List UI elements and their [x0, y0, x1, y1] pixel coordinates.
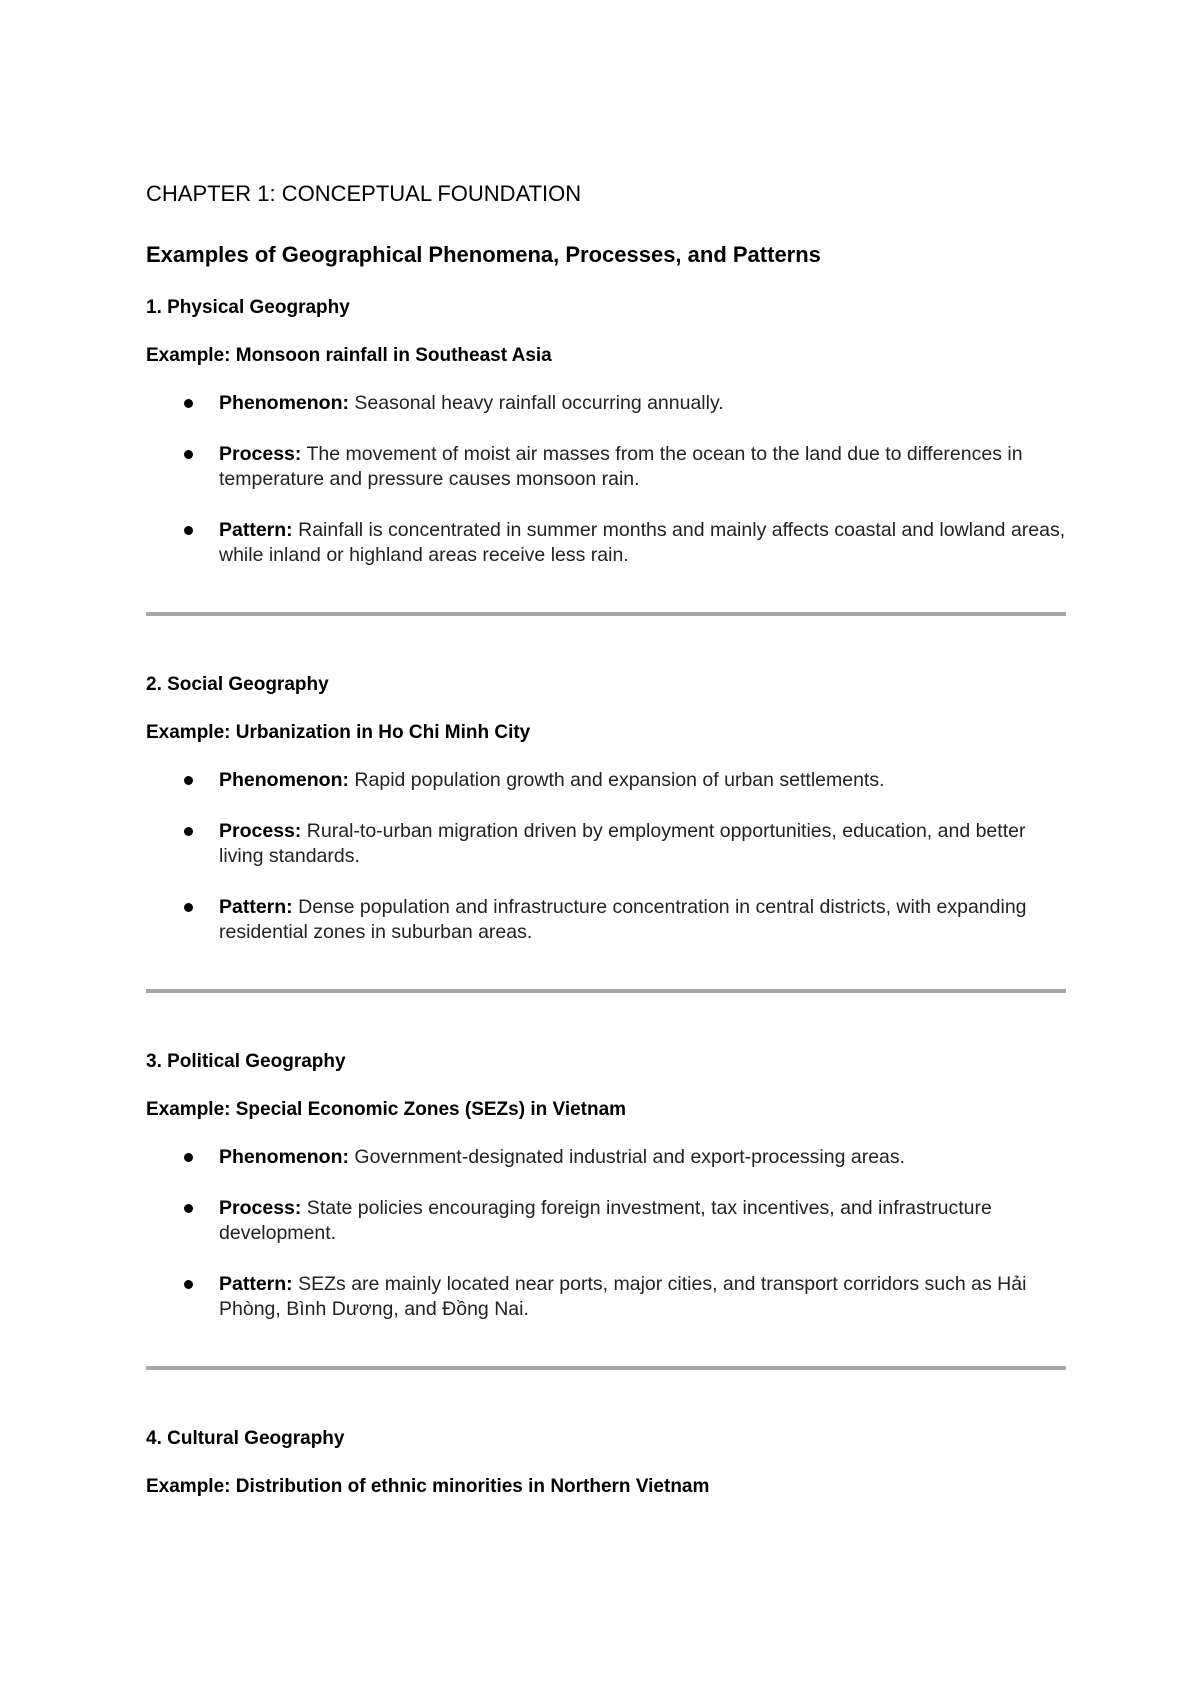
bullet-icon [184, 450, 193, 459]
bullet-text: SEZs are mainly located near ports, major cities, and transport corridors such as Hải Phòng, Bình Dương, and Đồng Nai. [219, 1273, 1027, 1320]
section-cultural-geography [146, 1426, 1066, 1500]
list-item [146, 518, 1066, 568]
bullet-label: Process: [219, 820, 302, 842]
bullet-text: Government-designated industrial and export-processing areas. [349, 1146, 906, 1168]
bullet-label: Phenomenon: [219, 1146, 349, 1168]
bullet-label: Pattern: [219, 519, 293, 541]
bullet-icon [184, 1153, 193, 1162]
list-item [146, 1145, 1066, 1170]
document-page [146, 180, 1066, 1500]
list-item [146, 819, 1066, 869]
section-social-geography [146, 672, 1066, 945]
bullet-label: Process: [219, 1197, 302, 1219]
example-heading: Example: Monsoon rainfall in Southeast Asia [146, 345, 552, 366]
list-item [146, 1196, 1066, 1246]
bullet-icon [184, 827, 193, 836]
bullet-icon [184, 526, 193, 535]
bullet-icon [184, 1280, 193, 1289]
chapter-title: CHAPTER 1: CONCEPTUAL FOUNDATION [146, 181, 582, 206]
document-subtitle: Examples of Geographical Phenomena, Processes, and Patterns [146, 242, 821, 267]
bullet-label: Phenomenon: [219, 392, 349, 414]
bullet-icon [184, 776, 193, 785]
bullet-text: Rapid population growth and expansion of urban settlements. [349, 769, 885, 791]
section-heading: 1. Physical Geography [146, 297, 350, 318]
bullet-list [146, 391, 1066, 568]
bullet-icon [184, 399, 193, 408]
section-heading: 2. Social Geography [146, 674, 329, 695]
example-heading: Example: Urbanization in Ho Chi Minh City [146, 722, 531, 743]
section-physical-geography [146, 295, 1066, 568]
bullet-icon [184, 1204, 193, 1213]
bullet-text: State policies encouraging foreign investment, tax incentives, and infrastructure development. [219, 1197, 992, 1244]
list-item [146, 442, 1066, 492]
bullet-list [146, 1145, 1066, 1322]
list-item [146, 1272, 1066, 1322]
bullet-text: Rural-to-urban migration driven by employment opportunities, education, and better living standards. [219, 820, 1026, 867]
section-divider [146, 989, 1066, 993]
list-item [146, 895, 1066, 945]
example-heading: Example: Special Economic Zones (SEZs) in Vietnam [146, 1099, 627, 1120]
section-political-geography [146, 1049, 1066, 1322]
list-item [146, 768, 1066, 793]
bullet-label: Phenomenon: [219, 769, 349, 791]
section-divider [146, 612, 1066, 616]
bullet-label: Pattern: [219, 1273, 293, 1295]
section-divider [146, 1366, 1066, 1370]
bullet-text: Rainfall is concentrated in summer months and mainly affects coastal and lowland areas, while inland or highland areas receive less rain. [219, 519, 1066, 566]
bullet-list [146, 768, 1066, 945]
bullet-icon [184, 903, 193, 912]
example-heading: Example: Distribution of ethnic minorities in Northern Vietnam [146, 1476, 710, 1497]
list-item [146, 391, 1066, 416]
bullet-text: Seasonal heavy rainfall occurring annually. [349, 392, 724, 414]
section-heading: 3. Political Geography [146, 1051, 346, 1072]
bullet-label: Process: [219, 443, 302, 465]
bullet-label: Pattern: [219, 896, 293, 918]
bullet-text: Dense population and infrastructure concentration in central districts, with expanding residential zones in suburban areas. [219, 896, 1027, 943]
section-heading: 4. Cultural Geography [146, 1428, 345, 1449]
bullet-text: The movement of moist air masses from the ocean to the land due to differences in temperature and pressure causes monsoon rain. [219, 443, 1023, 490]
